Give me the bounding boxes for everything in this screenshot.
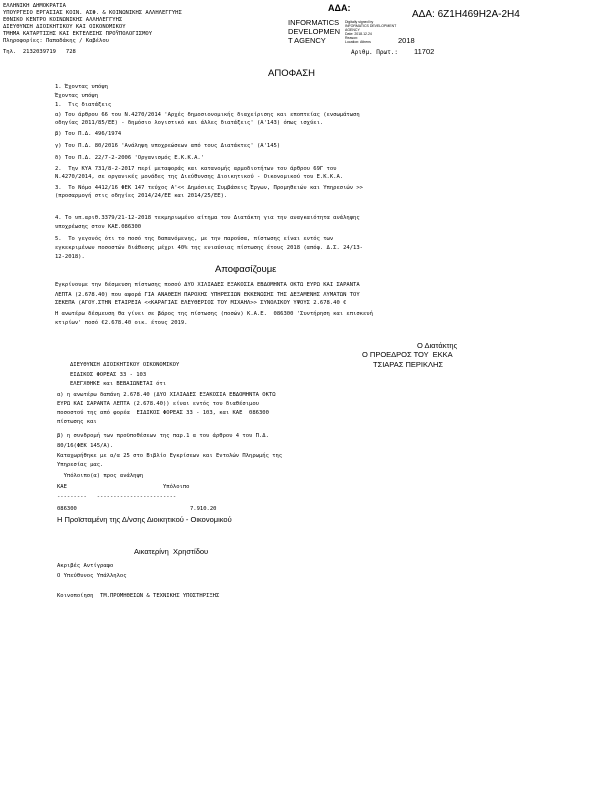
signer-name-1: ΤΣΙΑΡΑΣ ΠΕΡΙΚΛΗΣ [373,360,444,369]
header-line-4: ΔΙΕΥΘΥΝΣΗ ΔΙΟΙΚΗΤΙΚΟΥ ΚΑΙ ΟΙΚΟΝΟΜΙΚΟΥ [3,24,126,30]
certify-line: α) η ανωτέρω δαπάνη 2.678.40 (ΔΥΟ ΧΙΛΙΑΔΕΣ ΕΞΑΚΟΣΙΑ ΕΒΔΟΜΗΝΤΑ ΟΚΤΩ [57,392,276,398]
decide-title: Αποφασίζουμε [215,264,277,275]
stamp-line-3: T AGENCY [288,36,326,45]
certify-line: 80/16(ΦΕΚ 145/Α). [57,443,114,449]
table-cell-balance: 7.910.20 [190,506,217,512]
stamp-tiny-1: Digitally signed by [345,20,374,24]
decide-line: Η ανωτέρω δέσμευση θα γίνει σε βάρος της πίστωσης (ποσών) Κ.Α.Ε. 086300 'Συντήρηση και επισκευή [55,311,373,317]
ada-label: ΑΔΑ: [328,3,351,13]
certify-line: Υπηρεσίας μας. [57,462,104,468]
table-header-balance: Υπόλοιπο [163,484,190,490]
stamp-tiny-6: Location: Athens [345,40,371,44]
table-cell-kae: 086300 [57,506,77,512]
notify-line: Κοινοποίηση ΤΜ.ΠΡΟΜΗΘΕΙΩΝ & ΤΕΧΝΙΚΗΣ ΥΠΟΣΤΗΡΙΞΗΣ [57,593,220,599]
header-line-5: ΤΜΗΜΑ ΚΑΤΑΡΤΙΣΗΣ ΚΑΙ ΕΚΤΕΛΕΣΗΣ ΠΡΟΫΠΟΛΟΓΙΣΜΟΥ [3,31,153,37]
stamp-tiny-3: AGENCY [345,28,360,32]
certify-line: ΕΛΕΓΧΘΗΚΕ και ΒΕΒΑΙΩΝΕΤΑΙ ότι [70,381,167,387]
signer-role-1: Ο Διατάκτης [417,341,458,350]
body-line: εγκεκριμένων ποσοστών διάθεσης μέχρι 40% της ενιαύσιας πίστωσης έτους 2018 (απόφ. Δ.Σ. 24/13- [55,245,363,251]
body-line: 4. Το υπ.αριθ.3379/21-12-2018 τεκμηριωμένο αίτημα του Διατάκτη για την αναγκαιότητα ανάληψης [55,215,360,221]
copy-line: Ακριβές Αντίγραφο [57,563,114,569]
stamp-tiny-4: Date: 2018.12.24 [345,32,372,36]
body-line: 3. Το Νόμο 4412/16 ΦΕΚ 147 τεύχος Α'<< Δημόσιες Συμβάσεις Έργων, Προμηθειών και Υπηρεσιών >> [55,185,363,191]
decide-line: ΣΕΚΕΠΑ (ΑΓΟΥ.ΣΤΗΝ ΕΤΑΙΡΕΙΑ <<ΚΑΡΑΓΙΑΣ ΕΛΕΥΘΕΡΙΟΣ ΤΟΥ ΜΙΧΑΗΛ>> ΣΥΝΟΛΙΚΟΥ ΥΨΟΥΣ 2.678.40 € [55,300,347,306]
table-rule: --------- ------------------------ [57,494,177,500]
certify-line: ΕΥΡΩ ΚΑΙ ΣΑΡΑΝΤΑ ΛΕΠΤΑ (2.678.40)) είναι εντός του διαθέσιμου [57,401,259,407]
body-line: υποχρέωσης στον ΚΑΕ.086300 [55,224,142,230]
stamp-tiny-2: INFORMATICS DEVELOPMENT [345,24,397,28]
header-line-2: ΥΠΟΥΡΓΕΙΟ ΕΡΓΑΣΙΑΣ ΚΟΙΝ. ΑΣΦ. & ΚΟΙΝΩΝΙΚΗΣ ΑΛΛΗΛΕΓΓΥΗΣ [3,10,182,16]
certify-line: ποσοστού της από φορέα ΕΙΔΙΚΟΣ ΦΟΡΕΑΣ 33 - 103, και ΚΑΕ 086300 [57,410,269,416]
protocol-label: Αριθμ. Πρωτ.: [351,49,398,56]
body-line: γ) Του Π.Δ. 80/2016 'Ανάληψη υποχρεώσεων από τους Διατάκτες' (Α'145) [55,143,281,149]
body-line: α) Του άρθρου 66 του Ν.4270/2014 'Αρχές δημοσιονομικής διαχείρισης και εποπτείας (ενσωμάτωση [55,112,360,118]
head-of-dept: Η Προϊσταμένη της Δ/νσης Διοικητικού - Οικονομικού [57,515,232,524]
body-line: 2. Την ΚΥΑ 731/8-2-2017 περί μεταφοράς και κατανομής αρμοδιοτήτων του άρθρου 69Γ του [55,166,337,172]
decide-line: κτιρίων' ποσό €2.678.40 οικ. έτους 2019. [55,320,188,326]
signer-name-2: Αικατερίνη Χρηστίδου [134,547,209,556]
certify-line: β) η συνδρομή των προϋποθέσεων της παρ.1 α του άρθρου 4 του Π.Δ. [57,433,269,439]
body-line: 12-2018). [55,254,85,260]
stamp-line-1: INFORMATICS [288,18,340,27]
body-line: οδηγίας 2011/85/ΕΕ) - δημόσιο λογιστικό και άλλες διατάξεις' (Α'143) όπως ισχύει. [55,120,324,126]
document-title: ΑΠΟΦΑΣΗ [268,68,315,79]
body-line: Έχοντας υπόψη [55,93,99,99]
body-line: 1. Έχοντας υπόψη [55,84,108,90]
body-line: (προσαρμογή στις οδηγίες 2014/24/ΕΕ και 2014/25/ΕΕ). [55,193,228,199]
certify-line: Υπόλοιπο(α) προς ανάληψη [57,473,144,479]
header-line-3: ΕΘΝΙΚΟ ΚΕΝΤΡΟ ΚΟΙΝΩΝΙΚΗΣ ΑΛΛΗΛΕΓΓΥΗΣ [3,17,123,23]
copy-line: Ο Υπεύθυνος Υπάλληλος [57,573,127,579]
table-header-kae: ΚΑΕ [57,484,67,490]
body-line: 1. Τις διατάξεις [55,102,112,108]
signer-role-2: Ο ΠΡΟΕΔΡΟΣ ΤΟΥ ΕΚΚΑ [362,350,453,359]
certify-line: πίστωσης και [57,419,97,425]
header-line-7: Τηλ. 2132039719 728 [3,49,76,55]
ada-code: ΑΔΑ: 6Z1H469H2A-2H4 [412,9,520,20]
body-line: 5. Το γεγονός ότι το ποσό της δαπανόμενης, με την παρούσα, πίστωσης είναι εντός των [55,236,334,242]
body-line: δ) Του Π.Δ. 22/7-2-2006 'Οργανισμός Ε.Κ.Κ.Α.' [55,155,205,161]
stamp-line-2: DEVELOPMEN [288,27,341,36]
stamp-year: 2018 [398,36,415,45]
decide-line: ΛΕΠΤΑ (2.678.40) που αφορά ΓΙΑ ΑΝΑΘΕΣΗ ΠΑΡΟΧΗΣ ΥΠΗΡΕΣΙΩΝ ΕΚΚΕΝΩΣΗΣ ΤΗΣ ΔΕΞΑΜΕΝΗΣ ΛΥΜΑΤΩΝ ΤΟΥ [55,292,360,298]
body-line: Ν.4270/2014, σε οργανικές μονάδες της Διεύθυνσης Διοικητικού - Οικονομικού του Ε.Κ.Κ.Α. [55,174,344,180]
header-line-1: ΕΛΛΗΝΙΚΗ ΔΗΜΟΚΡΑΤΙΑ [3,3,66,9]
body-line: β) Του Π.Δ. 496/1974 [55,131,122,137]
certify-line: ΕΙΔΙΚΟΣ ΦΟΡΕΑΣ 33 - 103 [70,372,147,378]
certify-line: ΔΙΕΥΘΥΝΣΗ ΔΙΟΙΚΗΤΙΚΟΥ ΟΙΚΟΝΟΜΙΚΟΥ [70,362,180,368]
certify-line: Καταχωρήθηκε με α/α 25 στο Βιβλίο Εγκρίσεων και Εντολών Πληρωμής της [57,453,283,459]
decide-line: Εγκρίνουμε την δέσμευση πίστωσης ποσού ΔΥΟ ΧΙΛΙΑΔΕΣ ΕΞΑΚΟΣΙΑ ΕΒΔΟΜΗΝΤΑ ΟΚΤΩ ΕΥΡΩ ΚΑΙ ΣΑΡΑΝΤΑ [55,282,360,288]
stamp-tiny-5: Reason: [345,36,359,40]
protocol-number: 11702 [414,47,435,56]
header-line-6: Πληροφορίες: Παπαδάκης / Καβέλου [3,38,109,44]
